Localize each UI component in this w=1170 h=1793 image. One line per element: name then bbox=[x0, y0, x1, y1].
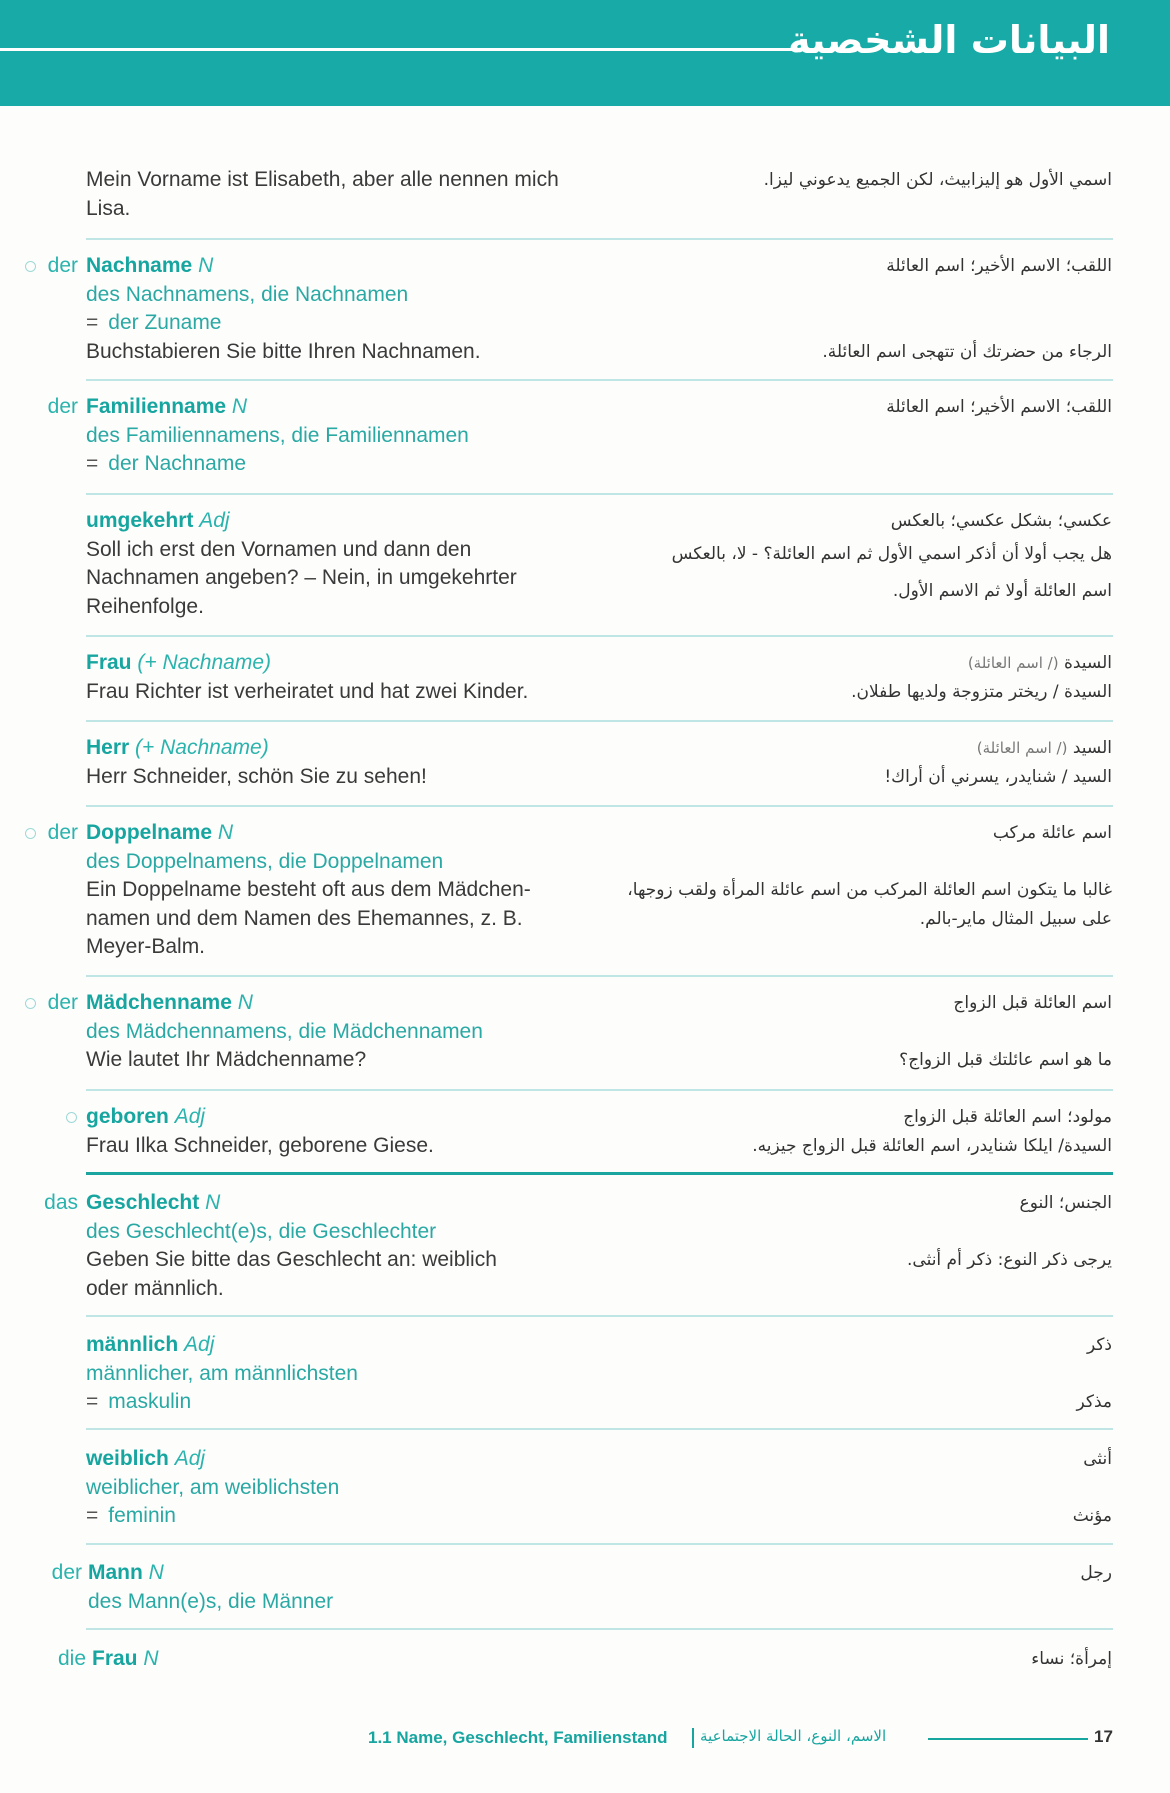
headword: Geschlecht bbox=[86, 1191, 200, 1214]
page-footer bbox=[0, 1726, 1170, 1756]
arabic-column bbox=[592, 1103, 1112, 1160]
section-title: 1.1 Name, Geschlecht, Familienstand bbox=[368, 1728, 668, 1747]
arabic-example: ما هو اسم عائلتك قبل الزواج؟ bbox=[899, 1050, 1112, 1070]
arabic-meaning: السيدة bbox=[1063, 653, 1112, 673]
article: der bbox=[47, 395, 78, 418]
example-sentence: Mein Vorname ist Elisabeth, aber alle nennen mich bbox=[86, 168, 559, 191]
equals-icon: = bbox=[86, 311, 99, 334]
german-column bbox=[86, 166, 606, 223]
arabic-meaning: مولود؛ اسم العائلة قبل الزواج bbox=[903, 1107, 1112, 1127]
arabic-column bbox=[592, 649, 1112, 706]
arabic-meaning: أنثى bbox=[1083, 1449, 1112, 1469]
german-column bbox=[86, 1189, 606, 1303]
arabic-meaning: اللقب؛ الاسم الأخير؛ اسم العائلة bbox=[886, 397, 1112, 417]
example-sentence: namen und dem Namen des Ehemannes, z. B. bbox=[86, 906, 523, 930]
arabic-column bbox=[592, 393, 1112, 422]
german-column bbox=[86, 252, 606, 366]
part-of-speech: N bbox=[143, 1647, 159, 1670]
equals-icon: = bbox=[86, 1504, 99, 1527]
part-of-speech: Adj bbox=[174, 1447, 206, 1470]
part-of-speech: Adj bbox=[199, 509, 230, 532]
german-column bbox=[86, 734, 606, 791]
article: der bbox=[47, 991, 78, 1014]
headword: Herr bbox=[86, 736, 130, 759]
headword: Familienname bbox=[86, 395, 227, 418]
example-sentence: Herr Schneider, schön Sie zu sehen! bbox=[86, 764, 427, 788]
entry-divider bbox=[86, 379, 1113, 381]
arabic-meaning: مذكر bbox=[1076, 1392, 1112, 1412]
arabic-meaning: إمرأة؛ نساء bbox=[1031, 1649, 1112, 1669]
example-sentence: Frau Ilka Schneider, geborene Giese. bbox=[86, 1133, 434, 1157]
arabic-example: السيدة / ريختر متزوجة ولديها طفلان. bbox=[851, 681, 1112, 702]
article: die bbox=[57, 1647, 86, 1670]
synonym: maskulin bbox=[108, 1390, 192, 1413]
arabic-example: على سبيل المثال ماير-بالم. bbox=[919, 908, 1112, 929]
synonym: feminin bbox=[108, 1504, 176, 1527]
header-rule bbox=[0, 48, 838, 51]
arabic-column bbox=[592, 507, 1112, 610]
entry-divider bbox=[86, 1628, 1113, 1630]
part-of-speech: N bbox=[217, 821, 234, 844]
arabic-example: السيدة/ ايلكا شنايدر، اسم العائلة قبل الزواج جيزيه. bbox=[752, 1135, 1112, 1156]
entry-divider bbox=[86, 1089, 1113, 1091]
footer-separator bbox=[692, 1728, 694, 1748]
bullet-icon bbox=[25, 998, 36, 1009]
arabic-meaning: رجل bbox=[1080, 1563, 1112, 1583]
entry-divider bbox=[86, 1543, 1113, 1545]
bullet-icon bbox=[25, 261, 36, 272]
part-of-speech: N bbox=[198, 254, 214, 277]
usage-note: (+ Nachname) bbox=[137, 651, 271, 674]
entry-divider bbox=[86, 975, 1113, 977]
german-column bbox=[86, 1445, 606, 1531]
grammar-forms: des Geschlecht(e)s, die Geschlechter bbox=[86, 1219, 437, 1243]
synonym: der Zuname bbox=[108, 311, 222, 334]
arabic-column bbox=[592, 1189, 1112, 1275]
article: der bbox=[47, 254, 78, 277]
arabic-column bbox=[592, 734, 1112, 791]
german-column bbox=[86, 649, 606, 706]
arabic-column bbox=[552, 819, 1112, 933]
grammar-forms: des Nachnamens, die Nachnamen bbox=[86, 282, 409, 306]
headword: weiblich bbox=[86, 1447, 169, 1470]
arabic-meaning: اللقب؛ الاسم الأخير؛ اسم العائلة bbox=[886, 256, 1112, 276]
grammar-forms: des Mädchennamens, die Mädchennamen bbox=[86, 1019, 483, 1043]
article: der bbox=[47, 821, 78, 844]
arabic-example: هل يجب أولا أن أذكر اسمي الأول ثم اسم العائلة؟ - لا، بالعكس bbox=[671, 543, 1112, 564]
arabic-note: (/ اسم العائلة) bbox=[976, 739, 1068, 757]
grammar-forms: des Familiennamens, die Familiennamen bbox=[86, 423, 469, 447]
arabic-note: (/ اسم العائلة) bbox=[967, 654, 1059, 672]
arabic-column bbox=[592, 1645, 1112, 1674]
example-sentence: Lisa. bbox=[86, 196, 131, 220]
headword: umgekehrt bbox=[86, 509, 194, 532]
equals-icon: = bbox=[86, 1390, 99, 1413]
arabic-meaning: اسم العائلة قبل الزواج bbox=[953, 993, 1112, 1013]
example-sentence: Frau Richter ist verheiratet und hat zwei Kinder. bbox=[86, 679, 529, 703]
example-sentence: oder männlich. bbox=[86, 1276, 224, 1300]
equals-icon: = bbox=[86, 452, 99, 475]
example-sentence: Buchstabieren Sie bitte Ihren Nachnamen. bbox=[86, 339, 481, 363]
headword: Frau bbox=[86, 651, 132, 674]
arabic-example: الرجاء من حضرتك أن تتهجى اسم العائلة. bbox=[822, 341, 1112, 362]
example-sentence: Reihenfolge. bbox=[86, 594, 204, 618]
headword: Mann bbox=[88, 1561, 143, 1584]
example-sentence: Soll ich erst den Vornamen und dann den bbox=[86, 537, 472, 561]
arabic-meaning: ذكر bbox=[1086, 1335, 1112, 1355]
german-column bbox=[86, 393, 606, 479]
arabic-column bbox=[592, 989, 1112, 1075]
german-column bbox=[88, 1559, 608, 1616]
german-column bbox=[86, 819, 606, 962]
arabic-example: غالبا ما يتكون اسم العائلة المركب من اسم عائلة المرأة ولقب زوجها، bbox=[627, 880, 1112, 900]
arabic-meaning: الجنس؛ النوع bbox=[1019, 1193, 1112, 1213]
part-of-speech: N bbox=[205, 1191, 221, 1214]
grammar-forms: weiblicher, am weiblichsten bbox=[86, 1475, 340, 1499]
arabic-column bbox=[592, 1445, 1112, 1531]
headword: männlich bbox=[86, 1333, 179, 1356]
german-column bbox=[86, 989, 606, 1075]
arabic-column bbox=[592, 1331, 1112, 1417]
entry-divider bbox=[86, 720, 1113, 722]
arabic-meaning: اسم عائلة مركب bbox=[992, 823, 1112, 843]
headword: Frau bbox=[92, 1647, 138, 1670]
entry-divider bbox=[86, 635, 1113, 637]
section-divider bbox=[86, 1172, 1113, 1175]
example-sentence: Ein Doppelname besteht oft aus dem Mädchen- bbox=[86, 878, 531, 901]
entry-divider bbox=[86, 238, 1113, 240]
arabic-example: السيد / شنايدر، يسرني أن أراك! bbox=[884, 766, 1112, 787]
arabic-column bbox=[592, 1559, 1112, 1588]
german-column bbox=[92, 1645, 612, 1674]
article: der bbox=[51, 1561, 82, 1584]
article: das bbox=[44, 1191, 78, 1214]
headword: Doppelname bbox=[86, 821, 213, 844]
arabic-column bbox=[592, 166, 1112, 195]
arabic-column bbox=[592, 252, 1112, 366]
part-of-speech: Adj bbox=[174, 1105, 206, 1128]
german-column bbox=[86, 1331, 606, 1417]
arabic-meaning: مؤنث bbox=[1072, 1506, 1112, 1526]
arabic-example: اسمي الأول هو إليزابيث، لكن الجميع يدعوني ليزا. bbox=[763, 170, 1112, 190]
footer-rule bbox=[928, 1738, 1088, 1740]
example-sentence: Geben Sie bitte das Geschlecht an: weiblich bbox=[86, 1248, 497, 1271]
entry-divider bbox=[86, 493, 1113, 495]
example-sentence: Meyer-Balm. bbox=[86, 935, 206, 958]
arabic-meaning: عكسي؛ بشكل عكسي؛ بالعكس bbox=[890, 511, 1112, 531]
german-column bbox=[86, 507, 606, 621]
part-of-speech: N bbox=[148, 1561, 164, 1584]
arabic-example: اسم العائلة أولا ثم الاسم الأول. bbox=[892, 580, 1112, 601]
grammar-forms: des Mann(e)s, die Männer bbox=[88, 1589, 334, 1613]
page-number: 17 bbox=[1094, 1727, 1113, 1746]
entry-divider bbox=[86, 1428, 1113, 1430]
grammar-forms: männlicher, am männlichsten bbox=[86, 1361, 358, 1385]
page-title: البيانات الشخصية bbox=[788, 18, 1110, 62]
page-header bbox=[0, 0, 1170, 106]
entry-divider bbox=[86, 805, 1113, 807]
usage-note: (+ Nachname) bbox=[135, 736, 269, 759]
arabic-meaning: السيد bbox=[1072, 738, 1112, 758]
part-of-speech: N bbox=[237, 991, 253, 1014]
section-title-arabic: الاسم، النوع، الحالة الاجتماعية bbox=[700, 1727, 887, 1745]
headword: Nachname bbox=[86, 254, 193, 277]
entry-divider bbox=[86, 1315, 1113, 1317]
bullet-icon bbox=[25, 828, 36, 839]
german-column bbox=[86, 1103, 606, 1160]
example-sentence: Nachnamen angeben? – Nein, in umgekehrter bbox=[86, 566, 517, 589]
synonym: der Nachname bbox=[108, 452, 247, 475]
part-of-speech: N bbox=[231, 395, 248, 418]
headword: geboren bbox=[86, 1105, 169, 1128]
grammar-forms: des Doppelnamens, die Doppelnamen bbox=[86, 849, 444, 873]
part-of-speech: Adj bbox=[184, 1333, 215, 1356]
bullet-icon bbox=[66, 1112, 77, 1123]
arabic-example: يرجى ذكر النوع: ذكر أم أنثى. bbox=[907, 1250, 1112, 1270]
example-sentence: Wie lautet Ihr Mädchenname? bbox=[86, 1048, 367, 1071]
headword: Mädchenname bbox=[86, 991, 232, 1014]
